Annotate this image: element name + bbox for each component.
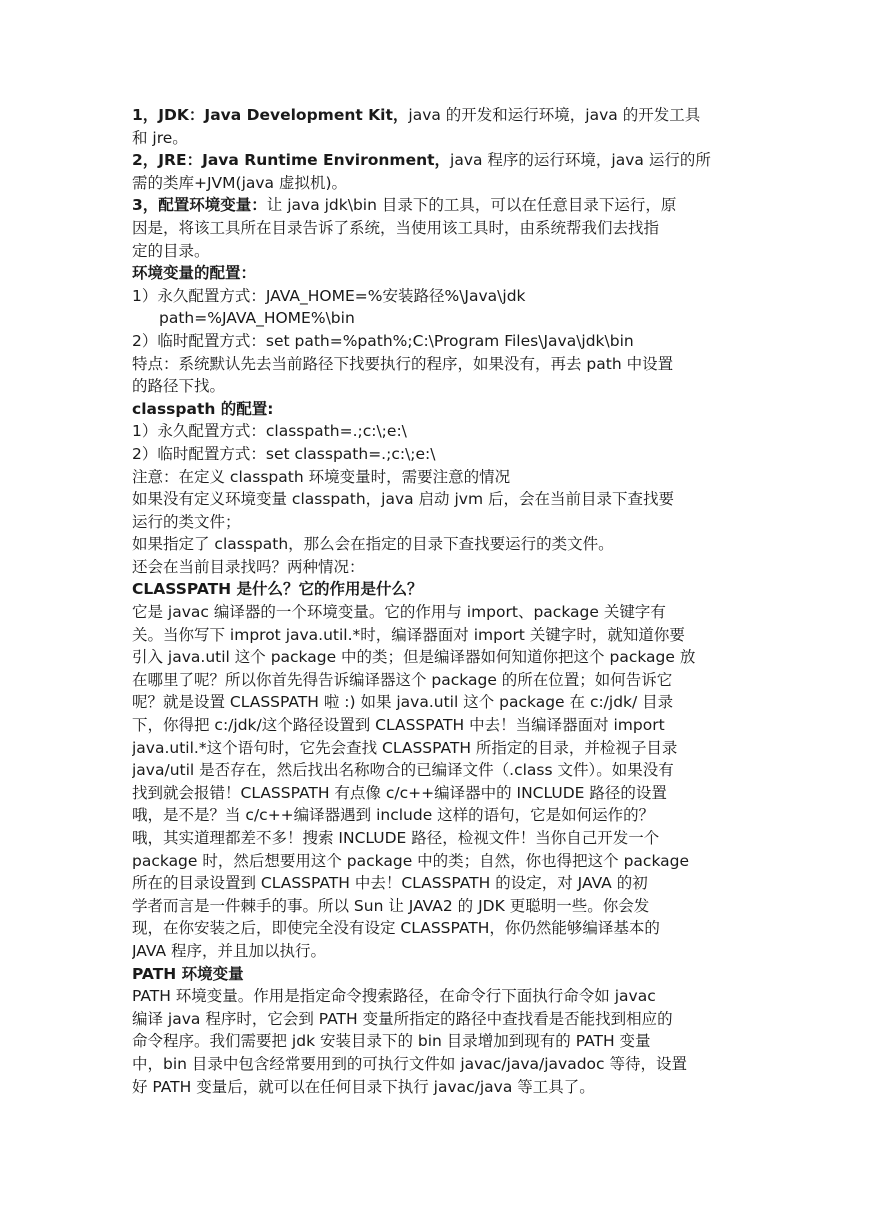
text-line: [132, 1008, 735, 1031]
text-line: [132, 104, 735, 127]
text-line: [132, 240, 735, 263]
text-line: [132, 533, 735, 556]
text-run: 需的类库+JVM(java 虚拟机)。: [132, 173, 348, 192]
text-run: 因是，将该工具所在目录告诉了系统，当使用该工具时，由系统帮我们去找指: [132, 218, 660, 237]
text-run: 如果指定了 classpath，那么会在指定的目录下查找要运行的类文件。: [132, 535, 614, 554]
text-line: [132, 917, 735, 940]
text-line: [132, 895, 735, 918]
text-line: [132, 669, 735, 692]
text-run: java 程序的运行环境，java 运行的所: [450, 151, 711, 170]
text-line: [132, 307, 735, 330]
text-run: 1）永久配置方式：classpath=.;c:\;e:\: [132, 422, 407, 441]
text-line: [132, 149, 735, 172]
text-run: JAVA 程序，并且加以执行。: [132, 941, 327, 960]
text-run: java/util 是否存在，然后找出名称吻合的已编译文件（.class 文件）。如果没有: [132, 761, 674, 780]
text-line: [132, 1053, 735, 1076]
text-line: [132, 420, 735, 443]
text-line: [132, 353, 735, 376]
text-line: [132, 737, 735, 760]
text-run: 的路径下找。: [132, 377, 226, 396]
text-run: package 时，然后想要用这个 package 中的类；自然，你也得把这个 package: [132, 851, 690, 870]
text-run: 哦，是不是？当 c/c++编译器遇到 include 这样的语句，它是如何运作的？: [132, 806, 655, 825]
text-run: 还会在当前目录找吗？两种情况：: [132, 557, 365, 576]
text-run: 下，你得把 c:/jdk/这个路径设置到 CLASSPATH 中去！当编译器面对 import: [132, 716, 665, 735]
text-run: 编译 java 程序时，它会到 PATH 变量所指定的路径中查找看是否能找到相应的: [132, 1009, 673, 1028]
text-line: [132, 194, 735, 217]
bold-text-run: classpath 的配置:: [132, 399, 274, 418]
text-line: [132, 1076, 735, 1099]
text-run: 特点：系统默认先去当前路径下找要执行的程序，如果没有，再去 path 中设置: [132, 354, 674, 373]
text-run: 现，在你安装之后，即使完全没有设定 CLASSPATH，你仍然能够编译基本的: [132, 919, 660, 938]
text-line: [132, 398, 735, 421]
text-line: [132, 466, 735, 489]
text-run: 运行的类文件；: [132, 512, 241, 531]
text-run: 如果没有定义环境变量 classpath，java 启动 jvm 后，会在当前目录下查找要: [132, 490, 674, 509]
text-run: 引入 java.util 这个 package 中的类；但是编译器如何知道你把这个 package 放: [132, 648, 696, 667]
text-run: 哦，其实道理都差不多！搜索 INCLUDE 路径，检视文件！当你自己开发一个: [132, 829, 660, 847]
text-run: 在哪里了呢？所以你首先得告诉编译器这个 package 的所在位置；如何告诉它: [132, 670, 673, 689]
text-line: [132, 827, 735, 850]
text-run: 让 java jdk\bin 目录下的工具，可以在任意目录下运行，原: [266, 196, 677, 215]
text-line: [132, 127, 735, 150]
text-line: [132, 172, 735, 195]
text-line: [132, 443, 735, 466]
text-line: [132, 217, 735, 240]
text-line: [132, 488, 735, 511]
text-run: 定的目录。: [132, 241, 210, 260]
bold-text-run: CLASSPATH 是什么？它的作用是什么？: [132, 580, 423, 599]
text-line: [132, 556, 735, 579]
text-line: [132, 624, 735, 647]
text-line: [132, 1030, 735, 1053]
text-run: java.util.*这个语句时，它先会查找 CLASSPATH 所指定的目录，并检视子目录: [132, 738, 678, 757]
text-line: [132, 872, 735, 895]
text-run: 注意：在定义 classpath 环境变量时，需要注意的情况: [132, 467, 511, 486]
text-run: path=%JAVA_HOME%\bin: [159, 309, 355, 328]
text-run: 找到就会报错！CLASSPATH 有点像 c/c++编译器中的 INCLUDE 路径的设置: [132, 783, 667, 802]
text-line: [132, 782, 735, 805]
text-line: [132, 850, 735, 873]
text-line: [132, 375, 735, 398]
text-run: java 的开发和运行环境，java 的开发工具: [408, 106, 701, 124]
text-run: 1）永久配置方式：JAVA_HOME=%安装路径%\Java\jdk: [132, 286, 526, 305]
text-line: [132, 985, 735, 1008]
text-run: 呢？就是设置 CLASSPATH 啦 :) 如果 java.util 这个 package 在 c:/jdk/ 目录: [132, 693, 674, 712]
text-line: [132, 804, 735, 827]
text-line: [132, 578, 735, 601]
text-line: [132, 759, 735, 782]
text-run: 2）临时配置方式：set path=%path%;C:\Program Files\Java\jdk\bin: [132, 331, 634, 350]
bold-text-run: 3，配置环境变量：: [132, 196, 267, 215]
text-run: 关。当你写下 improt java.util.*时，编译器面对 import 关键字时，就知道你要: [132, 625, 685, 644]
text-run: 中，bin 目录中包含经常要用到的可执行文件如 javac/java/javadoc 等待，设置: [132, 1054, 687, 1073]
text-run: 所在的目录设置到 CLASSPATH 中去！CLASSPATH 的设定，对 JAVA 的初: [132, 874, 648, 893]
bold-text-run: 环境变量的配置：: [132, 264, 257, 283]
text-run: 它是 javac 编译器的一个环境变量。它的作用与 import、package 关键字有: [132, 603, 666, 622]
text-run: PATH 环境变量。作用是指定命令搜索路径，在命令行下面执行命令如 javac: [132, 987, 656, 1006]
text-line: [132, 511, 735, 534]
text-run: 学者而言是一件棘手的事。所以 Sun 让 JAVA2 的 JDK 更聪明一些。你会发: [132, 896, 650, 915]
text-line: [132, 714, 735, 737]
text-run: 2）临时配置方式：set classpath=.;c:\;e:\: [132, 444, 436, 463]
bold-text-run: PATH 环境变量: [132, 964, 244, 983]
bold-text-run: 2，JRE：Java Runtime Environment，: [132, 151, 451, 170]
text-line: [132, 330, 735, 353]
text-line: [132, 963, 735, 986]
bold-text-run: 1，JDK：Java Development Kit，: [132, 106, 409, 124]
text-line: [132, 691, 735, 714]
text-run: 好 PATH 变量后，就可以在任何目录下执行 javac/java 等工具了。: [132, 1077, 595, 1096]
text-line: [132, 940, 735, 963]
text-line: [132, 601, 735, 624]
text-run: 和 jre。: [132, 128, 188, 147]
text-run: 命令程序。我们需要把 jdk 安装目录下的 bin 目录增加到现有的 PATH 变量: [132, 1032, 651, 1051]
text-line: [132, 285, 735, 308]
text-line: [132, 262, 735, 285]
text-line: [132, 646, 735, 669]
